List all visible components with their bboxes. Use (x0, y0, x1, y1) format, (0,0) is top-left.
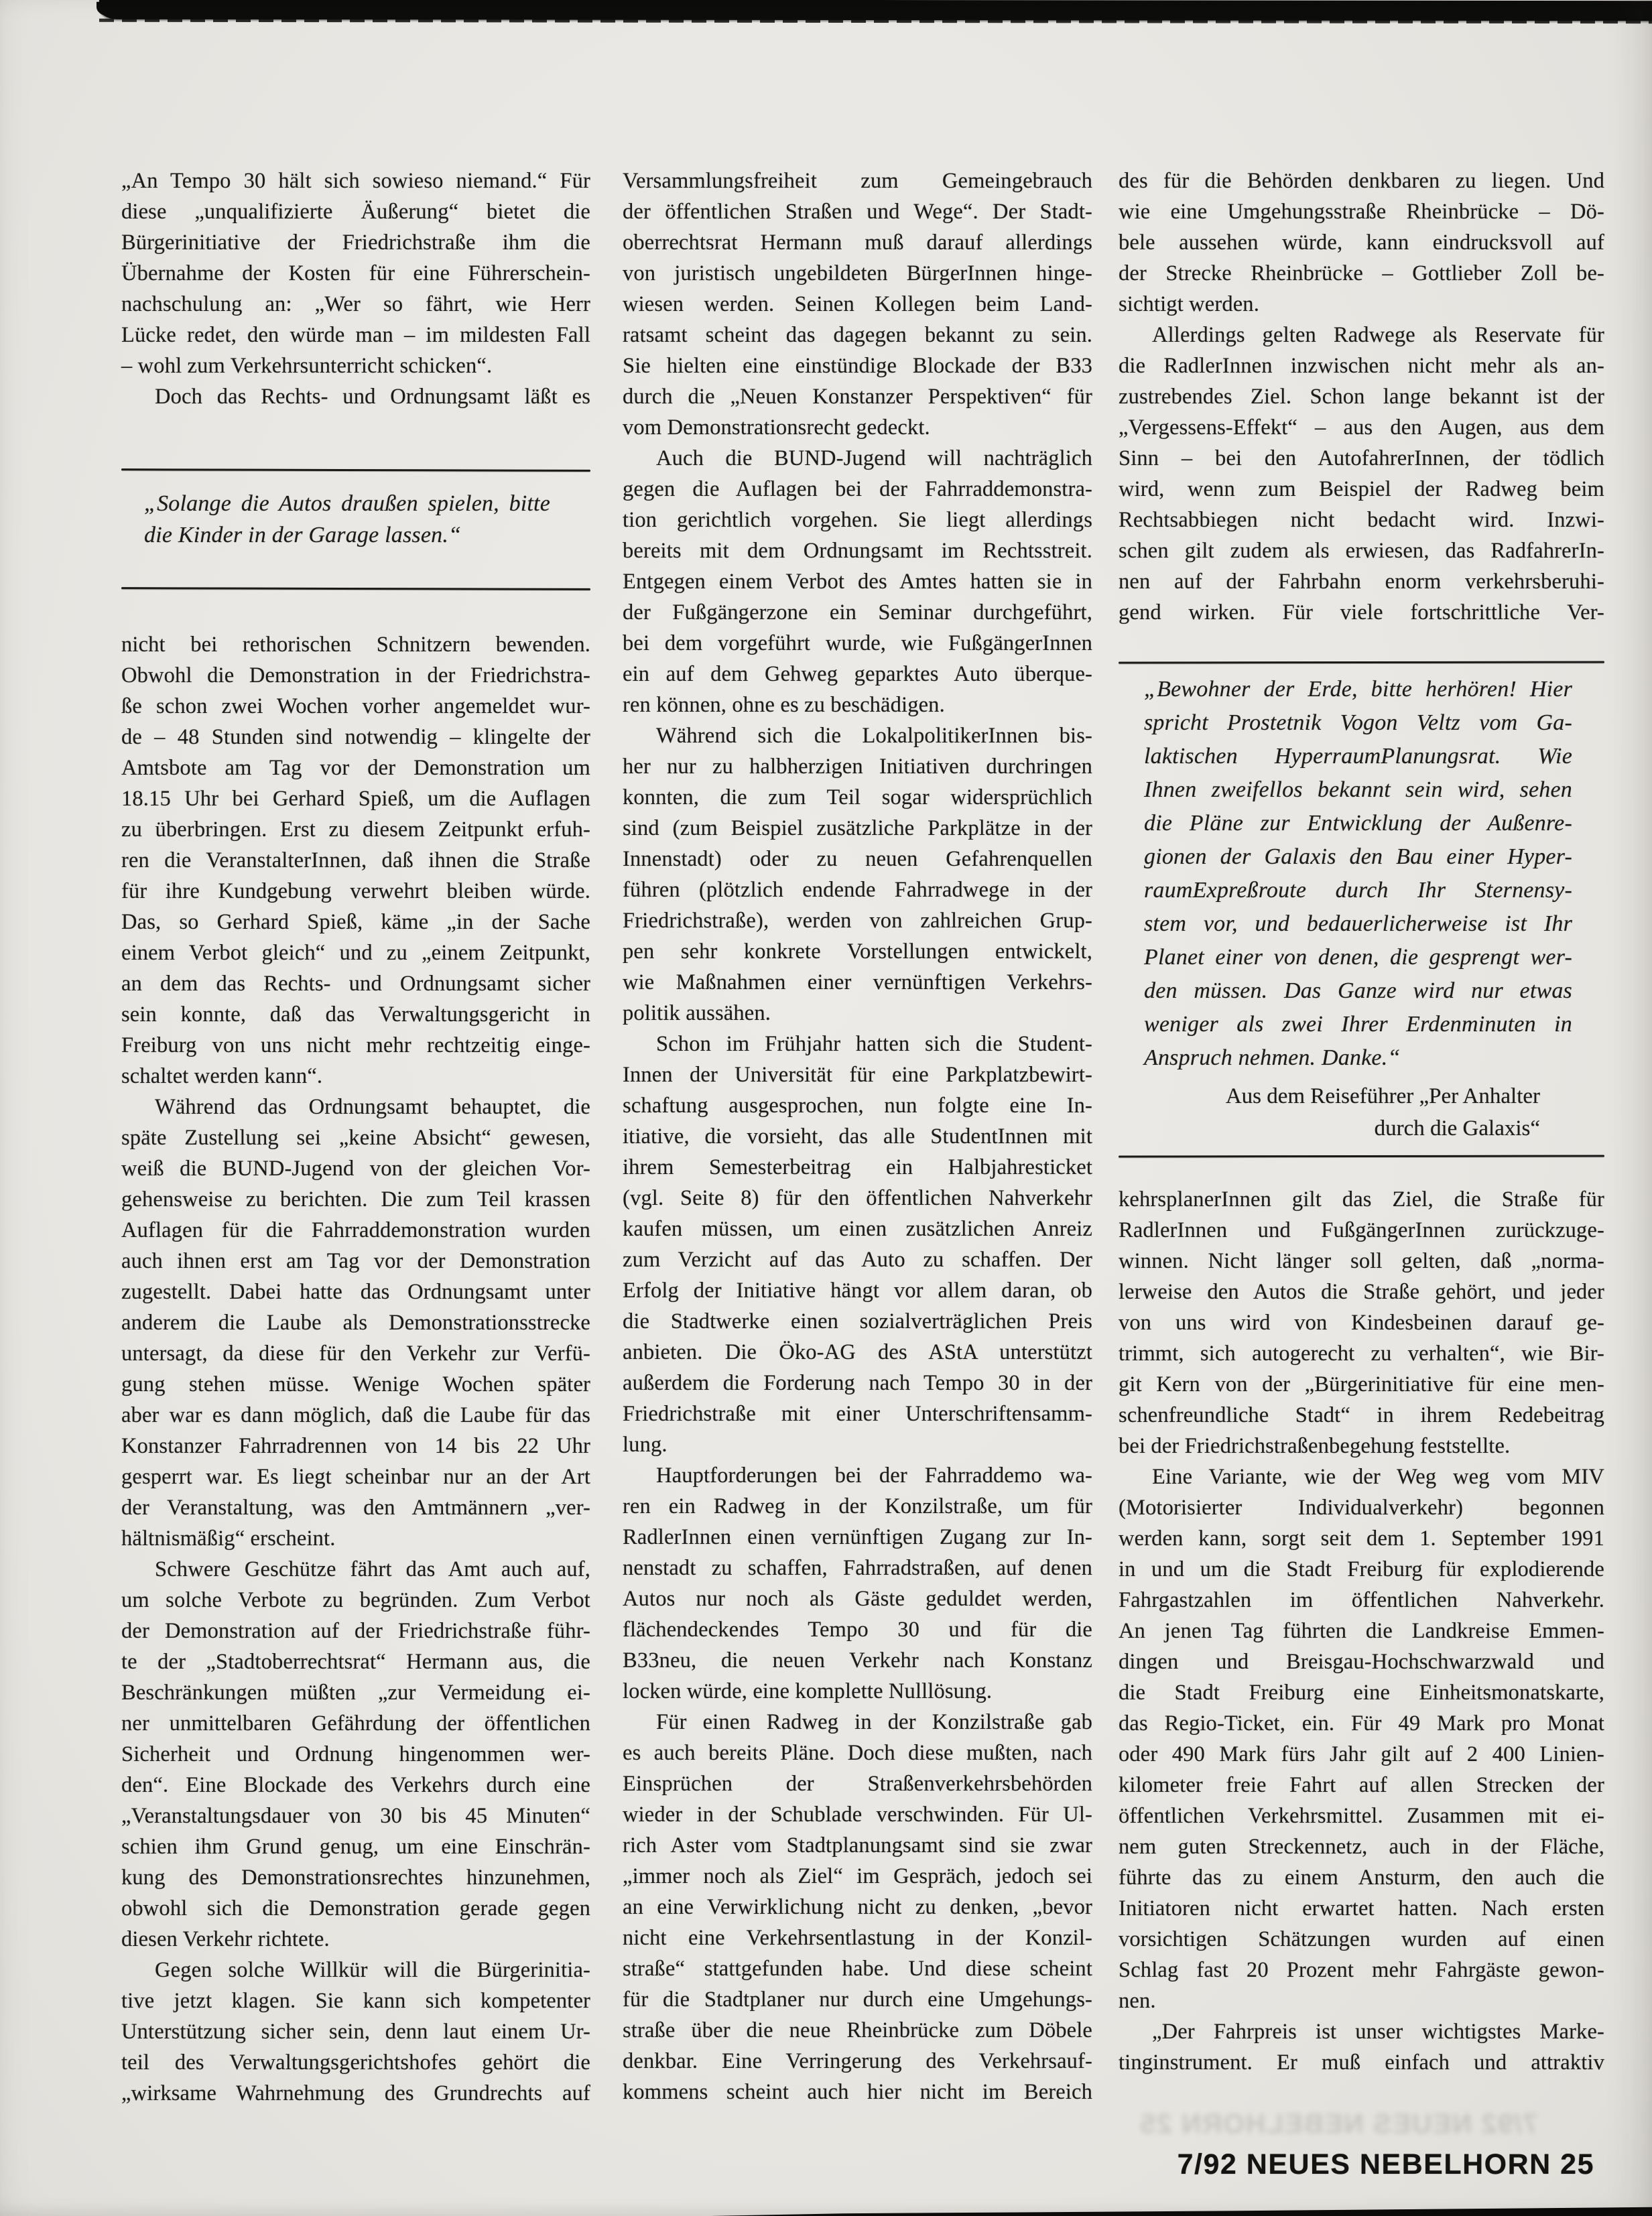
text-line: Friedrichstraße), werden von zahlreichen Grup- (623, 909, 1092, 933)
text-line: raumExpreßroute durch Ihr Sternensy- (1144, 878, 1572, 903)
text-line: sein konnte, daß das Verwaltungsgericht in (121, 1002, 590, 1027)
text-line: diese „unqualifizierte Äußerung“ bietet die (121, 200, 590, 224)
text-line: gesperrt war. Es liegt scheinbar nur an der Art (121, 1465, 590, 1489)
text-line: schaftung ausgesprochen, nun folgte eine In- (623, 1094, 1092, 1118)
text-line: für die Stadtplaner nur durch eine Umgehungs- (623, 1987, 1092, 2012)
text-line: ner unmittelbaren Gefährdung der öffentlichen (121, 1711, 590, 1736)
text-line: Sie hielten eine einstündige Blockade der B33 (623, 354, 1092, 378)
text-line: de – 48 Stunden sind notwendig – klingelte der (121, 725, 590, 749)
text-line: schien ihm Grund genug, um eine Einschrän- (121, 1835, 590, 1859)
text-line: locken würde, eine komplette Nulllösung. (623, 1679, 993, 1703)
text-line: den müssen. Das Ganze wird nur etwas (1144, 978, 1572, 1003)
text-line: Erfolg der Initiative hängt vor allem daran, ob (623, 1279, 1092, 1303)
text-line: gegen die Auflagen bei der Fahrraddemonstra- (623, 477, 1092, 501)
text-column-3 (1119, 166, 1604, 2078)
text-line: gend wirken. Für viele fortschrittliche Ver- (1119, 600, 1604, 625)
text-line: hältnismäßig“ erscheint. (121, 1526, 336, 1551)
text-line: schaltet werden kann“. (121, 1064, 323, 1088)
text-line: Planet einer von denen, die gesprengt wer- (1144, 945, 1572, 970)
text-line: kilometer freie Fahrt auf allen Strecken der (1119, 1773, 1604, 1797)
text-line: Schwere Geschütze fährt das Amt auch auf, (155, 1557, 590, 1581)
text-line: spricht Prostetnik Vogon Veltz vom Ga- (1144, 710, 1572, 735)
text-line: „immer noch als Ziel“ im Gespräch, jedoch sei (623, 1864, 1092, 1888)
text-line: „wirksame Wahrnehmung des Grundrechts auf (121, 2081, 590, 2105)
text-line: Innen der Universität für eine Parkplatzbewirt- (623, 1063, 1092, 1087)
text-line: Beschränkungen müßten „zur Vermeidung ei- (121, 1681, 590, 1705)
text-line: Für einen Radweg in der Konzilstraße gab (656, 1710, 1092, 1734)
pull-quote-body (121, 471, 590, 588)
text-line: nachschulung an: „Wer so fährt, wie Herr (121, 292, 590, 316)
text-line: Obwohl die Demonstration in der Friedrichstra- (121, 663, 590, 688)
text-line: sichtigt werden. (1119, 292, 1259, 316)
text-line: oberrechtsrat Hermann muß darauf allerdings (623, 231, 1092, 255)
text-line: (vgl. Seite 8) für den öffentlichen Nahverkehr (623, 1186, 1092, 1210)
text-line: Rechtsabbiegen nicht bedacht wird. Inzwi- (1119, 508, 1604, 532)
text-line: bei der Friedrichstraßenbegehung feststellte. (1119, 1434, 1511, 1458)
text-line: Auch die BUND-Jugend will nachträglich (656, 446, 1092, 470)
text-line: bei dem vorgeführt wurde, wie FußgängerInnen (623, 631, 1092, 655)
text-line: „An Tempo 30 hält sich sowieso niemand.“ Für (121, 169, 590, 193)
text-line: politik aussähen. (623, 1001, 771, 1025)
text-line: der Fußgängerzone ein Seminar durchgeführt, (623, 600, 1092, 625)
text-line: bereits mit dem Ordnungsamt im Rechtsstreit. (623, 539, 1092, 563)
text-line: obwohl sich die Demonstration gerade gegen (121, 1896, 590, 1920)
text-line: te der „Stadtoberrechtsrat“ Hermann aus, die (121, 1650, 590, 1674)
text-line: Freiburg von uns nicht mehr rechtzeitig einge- (121, 1033, 590, 1057)
text-line: Sinn – bei den AutofahrerInnen, der tödlich (1119, 446, 1604, 470)
text-line: ße schon zwei Wochen vorher angemeldet wur- (121, 694, 590, 718)
text-line: für ihre Kundgebung verwehrt bleiben würde. (121, 879, 590, 903)
text-line: das Regio-Ticket, ein. Für 49 Mark pro Monat (1119, 1711, 1604, 1736)
text-line: Anspruch nehmen. Danke.“ (1144, 1045, 1401, 1070)
text-line: schenfreundliche Stadt“ in ihrem Redebeitrag (1119, 1403, 1604, 1427)
text-line: gung stehen müsse. Wenige Wochen später (121, 1372, 590, 1396)
text-line: späte Zustellung sei „keine Absicht“ gewesen, (121, 1126, 590, 1150)
text-line: Autos nur noch als Gäste geduldet werden, (623, 1587, 1092, 1611)
text-line: tive jetzt klagen. Sie kann sich kompetenter (121, 1989, 590, 2013)
text-line: öffentlichen Verkehrsmittel. Zusammen mit ei- (1119, 1804, 1604, 1828)
text-line: Gegen solche Willkür will die Bürgerinitia- (155, 1958, 590, 1982)
text-line: der öffentlichen Straßen und Wege“. Der Stadt- (623, 200, 1092, 224)
text-line: kaufen müssen, um einen zusätzlichen Anreiz (623, 1217, 1092, 1241)
text-line: Sicherheit und Ordnung hingenommen wer- (121, 1742, 590, 1766)
text-line: die Stadt Freiburg eine Einheitsmonatskarte, (1119, 1681, 1604, 1705)
text-line: anbieten. Die Öko-AG des AStA unterstützt (623, 1340, 1092, 1364)
text-line: lung. (623, 1433, 668, 1457)
text-line: nen auf der Fahrbahn enorm verkehrsberuhi- (1119, 570, 1604, 594)
text-line: ren können, ohne es zu beschädigen. (623, 693, 945, 717)
scan-bottom-edge-artifact (710, 2205, 1652, 2216)
text-line: An jenen Tag führten die Landkreise Emmen- (1119, 1619, 1604, 1643)
text-line: „Der Fahrpreis ist unser wichtigstes Marke- (1152, 2020, 1604, 2044)
text-line: führte das zu einem Ansturm, den auch die (1119, 1866, 1604, 1890)
text-line: „Veranstaltungsdauer von 30 bis 45 Minuten“ (121, 1804, 590, 1828)
text-line: durch die „Neuen Konstanzer Perspektiven“ für (623, 385, 1092, 409)
text-line: winnen. Nicht länger soll gelten, daß „norma- (1119, 1249, 1604, 1273)
text-line: den“. Eine Blockade des Verkehrs durch eine (121, 1773, 590, 1797)
text-line: kommens scheint auch hier nicht im Bereich (623, 2080, 1092, 2104)
text-line: der Demonstration auf der Friedrichstraße führ- (121, 1619, 590, 1643)
text-line: Auflagen für die Fahrraddemonstration wurden (121, 1218, 590, 1242)
text-line: dingen und Breisgau-Hochschwarzwald und (1119, 1650, 1604, 1674)
text-line: Während sich die LokalpolitikerInnen bis- (656, 724, 1092, 748)
text-line: itiative, die vorsieht, das alle StudentInnen mit (623, 1124, 1092, 1149)
text-line: kung des Demonstrationsrechtes hinzunehmen, (121, 1866, 590, 1890)
text-line: die Stadtwerke einen sozialverträglichen Preis (623, 1309, 1092, 1333)
text-line: zugestellt. Dabei hatte das Ordnungsamt unter (121, 1280, 590, 1304)
text-line: – wohl zum Verkehrsunterricht schicken“. (121, 354, 493, 378)
text-line: wie Maßnahmen einer vernünftigen Verkehrs- (623, 970, 1092, 994)
text-line: ihrem Semesterbeitrag ein Halbjahresticket (623, 1155, 1092, 1179)
text-line: rich Aster vom Stadtplanungsamt sind sie zwar (623, 1833, 1092, 1857)
text-line: außerdem die Forderung nach Tempo 30 in der (623, 1371, 1092, 1395)
text-line: laktischen HyperraumPlanungsrat. Wie (1144, 744, 1572, 769)
attribution-line: durch die Galaxis“ (1374, 1116, 1540, 1140)
text-line: Eine Variante, wie der Weg weg vom MIV (1152, 1465, 1604, 1489)
text-line: der Veranstaltung, was den Amtmännern „ver- (121, 1496, 590, 1520)
text-line: nem guten Streckennetz, auch in der Fläche, (1119, 1835, 1604, 1859)
text-line: teil des Verwaltungsgerichtshofes gehört die (121, 2050, 590, 2075)
text-line: wieder in der Schublade verschwinden. Für Ul- (623, 1803, 1092, 1827)
text-line: straße über die neue Rheinbrücke zum Döbele (623, 2018, 1092, 2042)
text-line: git Kern von der „Bürgerinitiative für eine men- (1119, 1372, 1604, 1396)
scan-top-edge-artifact (99, 0, 1652, 21)
text-line: RadlerInnen und FußgängerInnen zurückzuge- (1119, 1218, 1604, 1242)
text-line: ein auf dem Gehweg geparktes Auto überque- (623, 662, 1092, 686)
text-line: tion gerichtlich vorgehen. Sie liegt allerdings (623, 508, 1092, 532)
text-line: „Solange die Autos draußen spielen, bitte (144, 491, 550, 516)
quote-attribution (1144, 1075, 1572, 1145)
pull-quote (121, 469, 590, 590)
pull-quote-body (1119, 663, 1604, 1155)
text-line: weiß die BUND-Jugend von der gleichen Vor- (121, 1157, 590, 1181)
text-line: lerweise den Autos die Straße gehört, und jeder (1119, 1280, 1604, 1304)
text-line: es auch bereits Pläne. Doch diese mußten, nach (623, 1741, 1092, 1765)
text-line: sind (zum Beispiel zusätzliche Parkplätze in der (623, 816, 1092, 840)
text-line: Doch das Rechts- und Ordnungsamt läßt es (155, 385, 590, 409)
text-line: pen sehr konkrete Vorstellungen entwickelt, (623, 939, 1092, 964)
pull-quote (1119, 661, 1604, 1157)
text-line: Allerdings gelten Radwege als Reservate für (1152, 323, 1604, 347)
text-line: „Vergessens-Effekt“ – aus den Augen, aus dem (1119, 415, 1604, 440)
text-line: oder 490 Mark fürs Jahr gilt auf 2 400 Linien- (1119, 1742, 1604, 1766)
text-line: stem vor, und bedauerlicherweise ist Ihr (1144, 911, 1572, 936)
page-footer: 7/92 NEUES NEBELHORN 25 (1177, 2148, 1594, 2180)
text-line: Versammlungsfreiheit zum Gemeingebrauch (623, 169, 1092, 193)
text-line: werden kann, sorgt seit dem 1. September 1991 (1119, 1526, 1604, 1551)
text-line: von uns wird von Kindesbeinen darauf ge- (1119, 1311, 1604, 1335)
text-line: RadlerInnen einen vernünftigen Zugang zur In- (623, 1525, 1092, 1549)
text-line: in und um die Stadt Freiburg für explodierende (1119, 1557, 1604, 1581)
text-line: zum Verzicht auf das Auto zu schaffen. Der (623, 1248, 1092, 1272)
text-line: Einsprüchen der Straßenverkehrsbehörden (623, 1772, 1092, 1796)
text-line: wird, wenn zum Beispiel der Radweg beim (1119, 477, 1604, 501)
text-line: 18.15 Uhr bei Gerhard Spieß, um die Auflagen (121, 787, 590, 811)
text-line: Initiatoren nicht erwartet hatten. Nach ersten (1119, 1896, 1604, 1920)
text-line: Fahrgastzahlen im öffentlichen Nahverkehr. (1119, 1588, 1604, 1612)
text-line: nicht bei rethorischen Schnitzern bewenden. (121, 633, 590, 657)
rule-line (121, 587, 590, 590)
text-line: Hauptforderungen bei der Fahrraddemo wa- (656, 1463, 1092, 1488)
text-line: führen (plötzlich endende Fahrradwege in der (623, 878, 1092, 902)
text-line: Während das Ordnungsamt behauptet, die (155, 1095, 590, 1119)
text-line: bele aussehen würde, kann eindrucksvoll auf (1119, 231, 1604, 255)
text-line: Ihnen zweifellos bekannt sein wird, sehen (1144, 777, 1572, 802)
text-line: wie eine Umgehungsstraße Rheinbrücke – Dö- (1119, 200, 1604, 224)
text-line: Amtsbote am Tag vor der Demonstration um (121, 756, 590, 780)
text-line: nicht eine Verkehrsentlastung in der Konzil- (623, 1926, 1092, 1950)
text-line: denkbar. Eine Verringerung des Verkehrsauf- (623, 2049, 1092, 2073)
text-line: vorsichtigen Schätzungen wurden auf einen (1119, 1927, 1604, 1951)
text-line: nen. (1119, 1989, 1156, 2013)
text-line: wiesen werden. Seinen Kollegen beim Land- (623, 292, 1092, 316)
text-line: an dem das Rechts- und Ordnungsamt sicher (121, 972, 590, 996)
text-line: Innenstadt) oder zu neuen Gefahrenquellen (623, 847, 1092, 871)
text-line: des für die Behörden denkbaren zu liegen. Und (1119, 169, 1604, 193)
text-line: konnten, die zum Teil sogar widersprüchlich (623, 785, 1092, 809)
text-line: gionen der Galaxis den Bau einer Hyper- (1144, 844, 1572, 869)
text-line: weniger als zwei Ihrer Erdenminuten in (1144, 1012, 1572, 1037)
text-line: auch ihnen erst am Tag vor der Demonstration (121, 1249, 590, 1273)
text-line: flächendeckendes Tempo 30 und für die (623, 1618, 1092, 1642)
text-line: die Pläne zur Entwicklung der Außenre- (1144, 811, 1572, 836)
text-line: Lücke redet, den würde man – im mildesten Fall (121, 323, 590, 347)
text-line: „Bewohner der Erde, bitte herhören! Hier (1144, 677, 1572, 702)
text-line: zu überbringen. Erst zu diesem Zeitpunkt erfuh- (121, 818, 590, 842)
text-line: anderem die Laube als Demonstrationsstrecke (121, 1311, 590, 1335)
text-line: gehensweise zu berichten. Die zum Teil krassen (121, 1187, 590, 1212)
text-line: Übernahme der Kosten für eine Führerschein- (121, 261, 590, 285)
attribution-line: Aus dem Reiseführer „Per Anhalter (1225, 1084, 1540, 1108)
rule-line (1119, 1155, 1604, 1157)
text-line: einem Verbot gleich“ und zu „einem Zeitpunkt, (121, 941, 590, 965)
text-line: Unterstützung sicher sein, denn laut einem Ur- (121, 2020, 590, 2044)
text-line: die Kinder in der Garage lassen.“ (144, 523, 462, 547)
text-line: Das, so Gerhard Spieß, käme „in der Sache (121, 910, 590, 934)
text-line: (Motorisierter Individualverkehr) begonnen (1119, 1496, 1604, 1520)
text-line: von juristisch ungebildeten BürgerInnen hinge- (623, 261, 1092, 285)
text-line: nenstadt zu schaffen, Fahrradstraßen, auf denen (623, 1556, 1092, 1580)
text-line: trimmt, sich autogerecht zu verhalten“, wie Bir- (1119, 1342, 1604, 1366)
text-line: Schon im Frühjahr hatten sich die Student- (656, 1032, 1092, 1056)
text-line: um solche Verbote zu begründen. Zum Verbot (121, 1588, 590, 1612)
text-line: diesen Verkehr richtete. (121, 1927, 330, 1951)
text-line: der Strecke Rheinbrücke – Gottlieber Zoll be- (1119, 261, 1604, 285)
text-line: Entgegen einem Verbot des Amtes hatten sie in (623, 570, 1092, 594)
text-line: her nur zu halbherzigen Initiativen durchringen (623, 755, 1092, 779)
text-line: Schlag fast 20 Prozent mehr Fahrgäste gewon- (1119, 1958, 1604, 1982)
text-line: an eine Verwirklichung nicht zu denken, „bevor (623, 1895, 1092, 1919)
text-line: kehrsplanerInnen gilt das Ziel, die Straße für (1119, 1187, 1604, 1212)
text-line: aber war es dann möglich, daß die Laube für das (121, 1403, 590, 1427)
text-line: B33neu, die neuen Verkehr nach Konstanz (623, 1648, 1092, 1673)
text-line: schen gilt zudem als erwiesen, das RadfahrerIn- (1119, 539, 1604, 563)
text-line: Konstanzer Fahrradrennen von 14 bis 22 Uhr (121, 1434, 590, 1458)
text-line: straße“ stattgefunden habe. Und diese scheint (623, 1957, 1092, 1981)
text-line: untersagt, da diese für den Verkehr zur Verfü- (121, 1342, 590, 1366)
text-line: die RadlerInnen inzwischen nicht mehr als an- (1119, 354, 1604, 378)
text-line: zustrebendes Ziel. Schon lange bekannt ist der (1119, 385, 1604, 409)
text-column-2 (623, 166, 1092, 2107)
footer-showthrough-ghost: 7/92 NEUES NEBELHORN 25 (1139, 2108, 1538, 2139)
text-column-1 (121, 166, 590, 2109)
text-line: vom Demonstrationsrecht gedeckt. (623, 415, 930, 440)
text-line: ren die VeranstalterInnen, daß ihnen die Straße (121, 848, 590, 872)
text-line: ren ein Radweg in der Konzilstraße, um für (623, 1494, 1092, 1518)
text-line: tinginstrument. Er muß einfach und attraktiv (1119, 2050, 1604, 2075)
text-line: Bürgerinitiative der Friedrichstraße ihm die (121, 231, 590, 255)
text-line: ratsamt scheint das dagegen bekannt zu sein. (623, 323, 1092, 347)
text-line: Friedrichstraße mit einer Unterschriftensamm- (623, 1402, 1092, 1426)
